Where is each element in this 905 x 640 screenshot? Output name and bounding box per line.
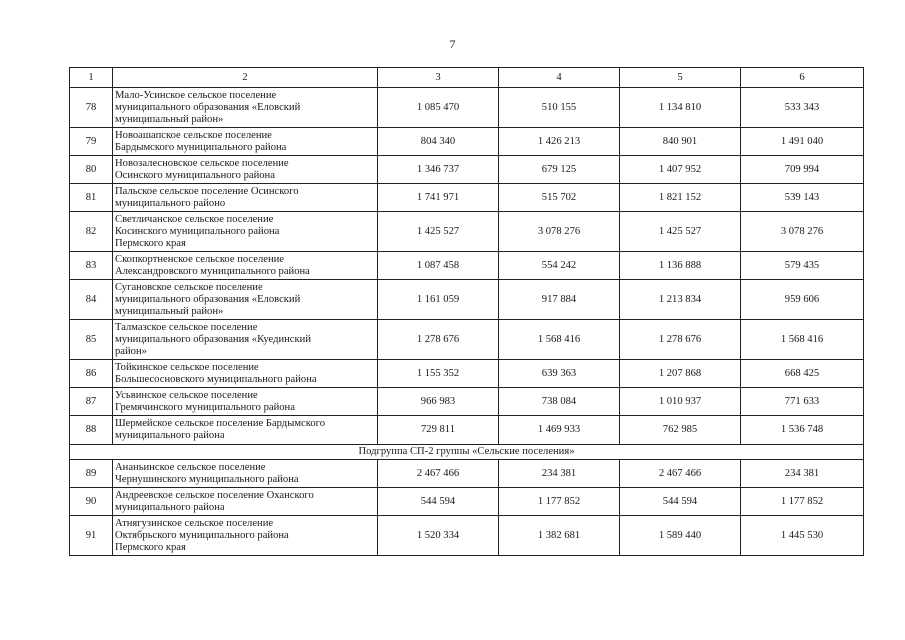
settlement-name: Мало-Усинское сельское поселение муниципального образования «Еловский муниципальный район» bbox=[113, 88, 378, 128]
value-col-5: 2 467 466 bbox=[620, 460, 741, 488]
value-col-3: 966 983 bbox=[378, 388, 499, 416]
value-col-4: 234 381 bbox=[499, 460, 620, 488]
value-col-6: 959 606 bbox=[741, 280, 864, 320]
settlement-name: Новоашапское сельское поселение Бардымского муниципального района bbox=[113, 128, 378, 156]
table-row bbox=[70, 460, 864, 488]
value-col-5: 1 407 952 bbox=[620, 156, 741, 184]
table-row bbox=[70, 212, 864, 252]
value-col-5: 1 134 810 bbox=[620, 88, 741, 128]
value-col-4: 639 363 bbox=[499, 360, 620, 388]
row-number: 91 bbox=[70, 516, 113, 556]
value-col-5: 840 901 bbox=[620, 128, 741, 156]
column-header: 6 bbox=[741, 68, 864, 88]
table-body bbox=[70, 68, 864, 556]
value-col-4: 515 702 bbox=[499, 184, 620, 212]
settlement-name: Новозалесновское сельское поселение Осинского муниципального района bbox=[113, 156, 378, 184]
settlement-name: Атнягузинское сельское поселение Октябрьского муниципального района Пермского края bbox=[113, 516, 378, 556]
value-col-4: 679 125 bbox=[499, 156, 620, 184]
header-row bbox=[70, 68, 864, 88]
value-col-5: 1 589 440 bbox=[620, 516, 741, 556]
value-col-4: 738 084 bbox=[499, 388, 620, 416]
value-col-5: 1 278 676 bbox=[620, 320, 741, 360]
row-number: 84 bbox=[70, 280, 113, 320]
value-col-4: 510 155 bbox=[499, 88, 620, 128]
table-row bbox=[70, 280, 864, 320]
column-header: 5 bbox=[620, 68, 741, 88]
row-number: 87 bbox=[70, 388, 113, 416]
value-col-5: 1 213 834 bbox=[620, 280, 741, 320]
row-number: 78 bbox=[70, 88, 113, 128]
value-col-6: 1 536 748 bbox=[741, 416, 864, 445]
row-number: 89 bbox=[70, 460, 113, 488]
settlement-name: Пальское сельское поселение Осинского муниципального районо bbox=[113, 184, 378, 212]
value-col-6: 579 435 bbox=[741, 252, 864, 280]
settlement-name: Шермейское сельское поселение Бардымского муниципального района bbox=[113, 416, 378, 445]
value-col-5: 1 136 888 bbox=[620, 252, 741, 280]
value-col-5: 1 821 152 bbox=[620, 184, 741, 212]
value-col-3: 1 520 334 bbox=[378, 516, 499, 556]
value-col-3: 1 278 676 bbox=[378, 320, 499, 360]
subgroup-title: Подгруппа СП-2 группы «Сельские поселения» bbox=[70, 445, 864, 460]
value-col-6: 709 994 bbox=[741, 156, 864, 184]
value-col-5: 544 594 bbox=[620, 488, 741, 516]
value-col-6: 3 078 276 bbox=[741, 212, 864, 252]
value-col-3: 1 085 470 bbox=[378, 88, 499, 128]
value-col-4: 1 469 933 bbox=[499, 416, 620, 445]
settlement-name: Ананьинское сельское поселение Чернушинского муниципального района bbox=[113, 460, 378, 488]
row-number: 88 bbox=[70, 416, 113, 445]
value-col-4: 1 426 213 bbox=[499, 128, 620, 156]
value-col-3: 1 425 527 bbox=[378, 212, 499, 252]
table-row bbox=[70, 156, 864, 184]
table-row bbox=[70, 88, 864, 128]
row-number: 90 bbox=[70, 488, 113, 516]
table-row bbox=[70, 252, 864, 280]
settlement-name: Скопкортненское сельское поселение Александровского муниципального района bbox=[113, 252, 378, 280]
value-col-6: 1 177 852 bbox=[741, 488, 864, 516]
value-col-3: 1 155 352 bbox=[378, 360, 499, 388]
value-col-3: 729 811 bbox=[378, 416, 499, 445]
value-col-3: 2 467 466 bbox=[378, 460, 499, 488]
value-col-4: 917 884 bbox=[499, 280, 620, 320]
settlement-name: Светличанское сельское поселение Косинского муниципального района Пермского края bbox=[113, 212, 378, 252]
value-col-6: 1 445 530 bbox=[741, 516, 864, 556]
row-number: 85 bbox=[70, 320, 113, 360]
value-col-6: 1 491 040 bbox=[741, 128, 864, 156]
value-col-3: 1 346 737 bbox=[378, 156, 499, 184]
settlement-name: Усьвинское сельское поселение Гремячинского муниципального района bbox=[113, 388, 378, 416]
row-number: 80 bbox=[70, 156, 113, 184]
table-row bbox=[70, 184, 864, 212]
value-col-3: 1 741 971 bbox=[378, 184, 499, 212]
settlement-name: Талмазское сельское поселение муниципального образования «Куединский район» bbox=[113, 320, 378, 360]
value-col-5: 1 207 868 bbox=[620, 360, 741, 388]
column-header: 1 bbox=[70, 68, 113, 88]
row-number: 86 bbox=[70, 360, 113, 388]
column-header: 3 bbox=[378, 68, 499, 88]
table-row bbox=[70, 488, 864, 516]
budget-table bbox=[69, 67, 864, 556]
value-col-4: 1 382 681 bbox=[499, 516, 620, 556]
column-header: 4 bbox=[499, 68, 620, 88]
column-header: 2 bbox=[113, 68, 378, 88]
table-row bbox=[70, 416, 864, 445]
value-col-6: 539 143 bbox=[741, 184, 864, 212]
value-col-6: 533 343 bbox=[741, 88, 864, 128]
value-col-3: 804 340 bbox=[378, 128, 499, 156]
row-number: 81 bbox=[70, 184, 113, 212]
value-col-5: 1 425 527 bbox=[620, 212, 741, 252]
value-col-5: 1 010 937 bbox=[620, 388, 741, 416]
value-col-3: 1 087 458 bbox=[378, 252, 499, 280]
page-number: 7 bbox=[449, 37, 456, 51]
row-number: 83 bbox=[70, 252, 113, 280]
value-col-4: 1 568 416 bbox=[499, 320, 620, 360]
settlement-name: Андреевское сельское поселение Оханского муниципального района bbox=[113, 488, 378, 516]
value-col-4: 554 242 bbox=[499, 252, 620, 280]
value-col-6: 771 633 bbox=[741, 388, 864, 416]
row-number: 82 bbox=[70, 212, 113, 252]
value-col-5: 762 985 bbox=[620, 416, 741, 445]
row-number: 79 bbox=[70, 128, 113, 156]
value-col-6: 1 568 416 bbox=[741, 320, 864, 360]
settlement-name: Сугановское сельское поселение муниципального образования «Еловский муниципальный район» bbox=[113, 280, 378, 320]
table-row bbox=[70, 360, 864, 388]
value-col-6: 234 381 bbox=[741, 460, 864, 488]
value-col-4: 3 078 276 bbox=[499, 212, 620, 252]
table-row bbox=[70, 128, 864, 156]
table-row bbox=[70, 388, 864, 416]
table-row bbox=[70, 320, 864, 360]
value-col-6: 668 425 bbox=[741, 360, 864, 388]
value-col-3: 1 161 059 bbox=[378, 280, 499, 320]
settlement-name: Тойкинское сельское поселение Большесосновского муниципального района bbox=[113, 360, 378, 388]
subgroup-row bbox=[70, 445, 864, 460]
value-col-3: 544 594 bbox=[378, 488, 499, 516]
value-col-4: 1 177 852 bbox=[499, 488, 620, 516]
table-row bbox=[70, 516, 864, 556]
